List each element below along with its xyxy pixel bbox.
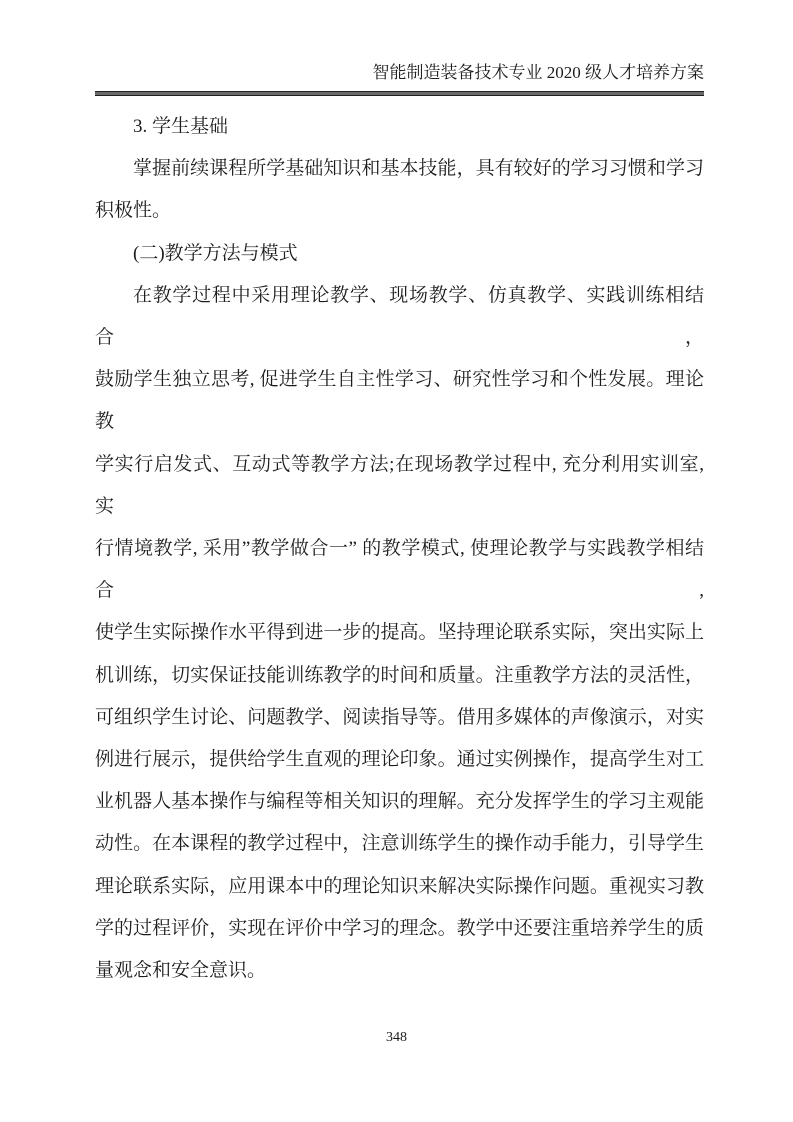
text-line: 掌握前续课程所学基础知识和基本技能，具有较好的学习习惯和学习 xyxy=(133,158,704,180)
text-line: 学实行启发式、互动式等教学方法;在现场教学过程中, 充分利用实训室, 实 xyxy=(95,453,704,517)
text-line: 鼓励学生独立思考, 促进学生自主性学习、研究性学习和个性发展。理论教 xyxy=(95,369,704,433)
page-number: 348 xyxy=(386,1030,407,1045)
text-line: 量观念和安全意识。 xyxy=(95,960,267,982)
text-line: 行情境教学, 采用”教学做合一” 的教学模式, 使理论教学与实践教学相结合, xyxy=(95,538,704,602)
page-header xyxy=(95,0,704,96)
text-line: 可组织学生讨论、问题教学、阅读指导等。借用多媒体的声像演示，对实 xyxy=(95,706,704,728)
text-line: 学的过程评价，实现在评价中学习的理念。教学中还要注重培养学生的质 xyxy=(95,917,704,939)
document-body xyxy=(95,106,704,992)
text-line: 业机器人基本操作与编程等相关知识的理解。充分发挥学生的学习主观能 xyxy=(95,791,704,813)
section-heading-teaching-methods: (二)教学方法与模式 xyxy=(133,242,298,264)
header-title: 智能制造装备技术专业 2020 级人才培养方案 xyxy=(372,63,704,82)
text-line: 使学生实际操作水平得到进一步的提高。坚持理论联系实际，突出实际上 xyxy=(95,622,704,644)
paragraph-teaching-methods xyxy=(95,275,704,992)
text-line: 在教学过程中采用理论教学、现场教学、仿真教学、实践训练相结合， xyxy=(95,284,704,349)
text-line: 理论联系实际，应用课本中的理论知识来解决实际操作问题。重视实习教 xyxy=(95,875,704,897)
text-line: 积极性。 xyxy=(95,200,172,222)
text-line: 动性。在本课程的教学过程中，注意训练学生的操作动手能力，引导学生 xyxy=(95,833,704,855)
section-heading-student-basis: 3. 学生基础 xyxy=(133,116,229,137)
text-line: 机训练，切实保证技能训练教学的时间和质量。注重教学方法的灵活性， xyxy=(95,664,704,686)
text-line: 例进行展示，提供给学生直观的理论印象。通过实例操作，提高学生对工 xyxy=(95,749,704,771)
page-footer xyxy=(0,1028,793,1048)
paragraph-student-basis xyxy=(95,148,704,232)
header-rule xyxy=(95,91,704,96)
